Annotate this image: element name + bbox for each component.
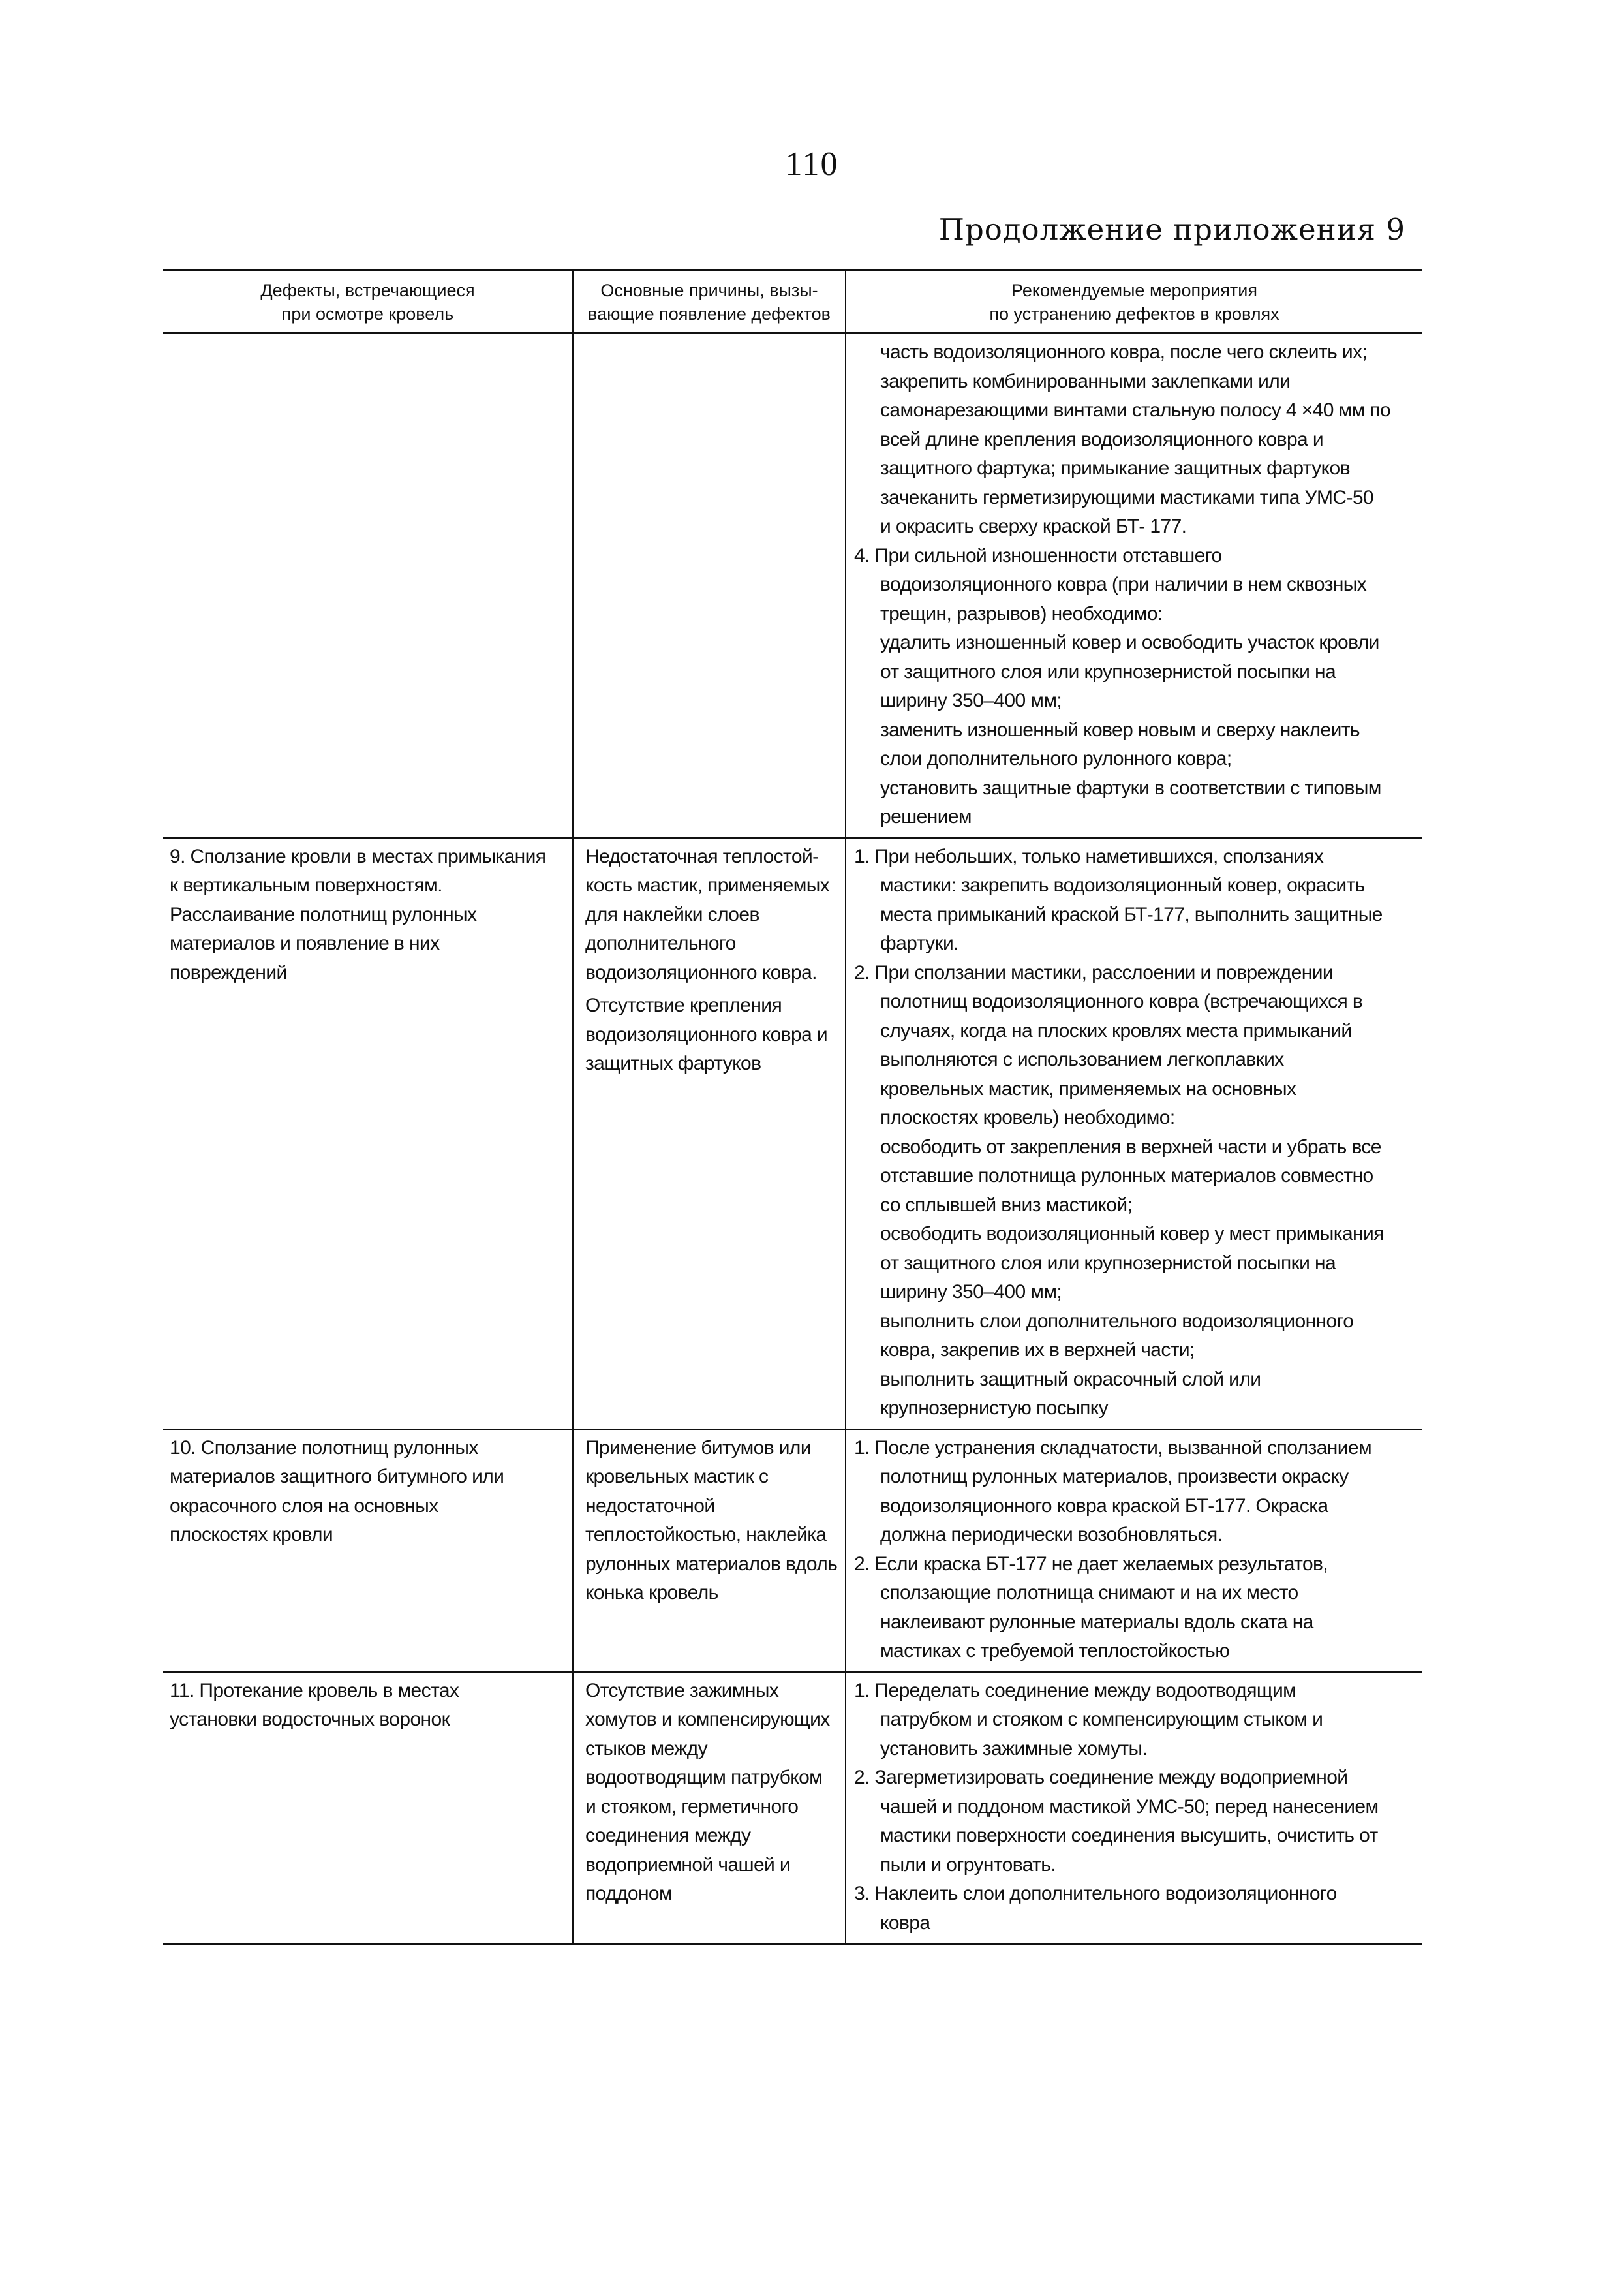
measure-line: мастиках с требуемой теплостойкостью xyxy=(880,1640,1230,1662)
defect-cell xyxy=(163,1672,573,1944)
measure-line: водоизоляционного ковра (при наличии в нем сквозных xyxy=(880,574,1367,595)
header-line: по устранению дефектов в кровлях xyxy=(989,304,1279,324)
measure-item xyxy=(854,1677,1416,1764)
measure-line: полотнищ рулонных материалов, произвести окраску xyxy=(880,1466,1349,1487)
measure-line: ковра xyxy=(880,1912,930,1934)
measure-line: от защитного слоя или крупнозернистой посыпки на xyxy=(880,660,1336,683)
cause-line: поддоном xyxy=(585,1883,673,1904)
measure-line: удалить изношенный ковер и освободить участок кровли xyxy=(880,632,1379,653)
measure-line: решением xyxy=(880,806,972,828)
measure-item xyxy=(854,1550,1416,1666)
cause-line: рулонных материалов вдоль xyxy=(585,1553,838,1575)
measure-line: чашей и поддоном мастикой УМС-50; перед нанесением xyxy=(880,1795,1379,1818)
defect-text xyxy=(170,1434,566,1550)
defect-line: материалов защитного битумного или xyxy=(170,1466,504,1487)
measure-line: закрепить комбинированными заклепками или xyxy=(880,370,1291,392)
page-number: 110 xyxy=(785,146,839,183)
defect-line: повреждений xyxy=(170,961,287,983)
measure-line: установить защитные фартуки в соответствии с типовым xyxy=(880,777,1381,799)
measure-line: со сплывшей вниз мастикой; xyxy=(880,1194,1133,1216)
measure-line: фартуки. xyxy=(880,933,958,954)
table-row xyxy=(163,1429,1422,1672)
defect-cell xyxy=(163,1429,573,1672)
cause-paragraph xyxy=(585,1677,838,1909)
measure-item xyxy=(854,959,1416,1423)
measure-item xyxy=(854,542,1416,832)
cause-line: водоизоляционного ковра. xyxy=(585,961,817,983)
defect-cell xyxy=(163,838,573,1429)
measure-line: ковра, закрепив их в верхней части; xyxy=(880,1339,1195,1361)
header-line: при осмотре кровель xyxy=(281,304,454,324)
cause-line: Недостаточная теплостой- xyxy=(585,845,819,867)
cause-line: дополнительного xyxy=(585,933,736,954)
defect-line: Расслаивание полотнищ рулонных xyxy=(170,903,477,925)
measure-line: часть водоизоляционного ковра, после чего склеить их; xyxy=(880,341,1368,363)
measure-line: 1. После устранения складчатости, вызванной сползанием xyxy=(854,1436,1372,1459)
cause-line: Отсутствие зажимных xyxy=(585,1679,779,1701)
measure-item xyxy=(854,1763,1416,1880)
table-header-row xyxy=(163,270,1422,333)
measure-line: водоизоляционного ковра краской БТ-177. Окраска xyxy=(880,1494,1328,1517)
cause-line: защитных фартуков xyxy=(585,1053,761,1074)
cause-line: Применение битумов или xyxy=(585,1436,811,1459)
cause-line: соединения между xyxy=(585,1825,751,1846)
cause-paragraph xyxy=(585,991,838,1079)
measure-line: 1. При небольших, только наметившихся, сползаниях xyxy=(854,845,1324,867)
measure-item xyxy=(854,1880,1416,1938)
header-defects xyxy=(163,270,573,333)
defect-line: плоскостях кровли xyxy=(170,1524,333,1545)
measure-line: 2. Если краска БТ-177 не дает желаемых результатов, xyxy=(854,1553,1328,1575)
measure-line: 1. Переделать соединение между водоотводящим xyxy=(854,1679,1296,1701)
cause-line: водоотводящим патрубком xyxy=(585,1767,823,1788)
cause-line: кровельных мастик с xyxy=(585,1466,769,1487)
cause-line: водоизоляционного ковра и xyxy=(585,1023,828,1045)
measure-line: сползающие полотнища снимают и на их место xyxy=(880,1582,1298,1603)
header-line: Рекомендуемые мероприятия xyxy=(1011,281,1257,300)
cause-line: Отсутствие крепления xyxy=(585,995,782,1016)
measure-line: 3. Наклеить слои дополнительного водоизоляционного xyxy=(854,1883,1337,1904)
cause-line: водоприемной чашей и xyxy=(585,1853,791,1876)
causes-cell xyxy=(573,333,846,838)
measure-line: отставшие полотнища рулонных материалов совместно xyxy=(880,1165,1373,1186)
measure-item xyxy=(854,843,1416,959)
defect-text xyxy=(170,1677,566,1735)
measure-line: места примыканий краской БТ-177, выполнить защитные xyxy=(880,903,1383,925)
table-row xyxy=(163,838,1422,1429)
measure-line: крупнозернистую посыпку xyxy=(880,1397,1109,1419)
measure-line: 2. При сползании мастики, расслоении и повреждении xyxy=(854,961,1334,983)
measure-line: выполняются с использованием легкоплавких xyxy=(880,1049,1284,1070)
measure-line: освободить от закрепления в верхней части и убрать все xyxy=(880,1136,1381,1158)
causes-cell xyxy=(573,1672,846,1944)
defect-line: 10. Сползание полотнищ рулонных xyxy=(170,1436,478,1459)
measure-line: 2. Загерметизировать соединение между водоприемной xyxy=(854,1767,1348,1788)
measure-line: всей длине крепления водоизоляционного ковра и xyxy=(880,428,1324,450)
measure-item xyxy=(854,338,1416,542)
measure-line: защитного фартука; примыкание защитных фартуков xyxy=(880,457,1350,479)
measure-line: ширину 350–400 мм; xyxy=(880,690,1062,711)
measures-cell xyxy=(846,1429,1422,1672)
measure-line: заменить изношенный ковер новым и сверху наклеить xyxy=(880,719,1360,741)
cause-paragraph xyxy=(585,843,838,988)
measure-line: 4. При сильной изношенности отставшего xyxy=(854,544,1222,566)
measure-line: зачеканить герметизирующими мастиками типа УМС-50 xyxy=(880,486,1374,508)
measures-cell xyxy=(846,1672,1422,1944)
measure-line: полотнищ водоизоляционного ковра (встречающихся в xyxy=(880,991,1363,1012)
measure-line: наклеивают рулонные материалы вдоль ската на xyxy=(880,1611,1313,1633)
defect-line: 11. Протекание кровель в местах xyxy=(170,1679,459,1701)
cause-line: конька кровель xyxy=(585,1582,718,1603)
cause-line: кость мастик, применяемых xyxy=(585,875,830,896)
measure-line: патрубком и стояком с компенсирующим стыком и xyxy=(880,1709,1323,1730)
header-line: Дефекты, встречающиеся xyxy=(260,281,475,300)
measure-line: освободить водоизоляционный ковер у мест примыкания xyxy=(880,1223,1384,1245)
table-row xyxy=(163,333,1422,838)
measure-line: мастики: закрепить водоизоляционный ковер, окрасить xyxy=(880,875,1365,896)
measure-line: пыли и огрунтовать. xyxy=(880,1853,1056,1876)
defects-table xyxy=(163,269,1422,1945)
cause-line: стыков между xyxy=(585,1737,708,1759)
causes-cell xyxy=(573,838,846,1429)
measure-line: плоскостях кровель) необходимо: xyxy=(880,1107,1175,1128)
defect-line: к вертикальным поверхностям. xyxy=(170,875,442,896)
defect-line: установки водосточных воронок xyxy=(170,1709,450,1730)
cause-line: теплостойкостью, наклейка xyxy=(585,1524,827,1545)
measure-line: выполнить слои дополнительного водоизоляционного xyxy=(880,1310,1354,1332)
measure-item xyxy=(854,1434,1416,1550)
header-measures xyxy=(846,270,1422,333)
measure-line: трещин, разрывов) необходимо: xyxy=(880,602,1163,625)
measure-line: выполнить защитный окрасочный слой или xyxy=(880,1368,1261,1390)
measure-line: самонарезающими винтами стальную полосу 4 ×40 мм по xyxy=(880,399,1391,421)
measure-line: кровельных мастик, применяемых на основных xyxy=(880,1077,1296,1100)
measures-cell xyxy=(846,838,1422,1429)
cause-line: хомутов и компенсирующих xyxy=(585,1709,830,1730)
cause-line: и стояком, герметичного xyxy=(585,1795,799,1818)
measures-cell xyxy=(846,333,1422,838)
header-line: вающие появление дефектов xyxy=(588,304,831,324)
measure-line: от защитного слоя или крупнозернистой посыпки на xyxy=(880,1252,1336,1274)
defect-text xyxy=(170,843,566,988)
causes-cell xyxy=(573,1429,846,1672)
measure-line: ширину 350–400 мм; xyxy=(880,1281,1062,1303)
measure-line: случаях, когда на плоских кровлях места примыканий xyxy=(880,1019,1352,1042)
table-row xyxy=(163,1672,1422,1944)
measure-line: слои дополнительного рулонного ковра; xyxy=(880,748,1232,769)
measure-line: и окрасить сверху краской БТ- 177. xyxy=(880,516,1187,537)
measure-line: установить зажимные хомуты. xyxy=(880,1737,1148,1759)
defect-line: окрасочного слоя на основных xyxy=(170,1494,438,1517)
cause-line: для наклейки слоев xyxy=(585,903,759,925)
cause-paragraph xyxy=(585,1434,838,1608)
header-line: Основные причины, вызы- xyxy=(600,281,818,300)
cause-line: недостаточной xyxy=(585,1494,715,1517)
header-causes xyxy=(573,270,846,333)
measure-line: мастики поверхности соединения высушить, очистить от xyxy=(880,1825,1378,1846)
defect-cell xyxy=(163,333,573,838)
continuation-title: Продолжение приложения 9 xyxy=(938,212,1405,247)
measure-line: должна периодически возобновляться. xyxy=(880,1524,1223,1545)
defect-line: 9. Сползание кровли в местах примыкания xyxy=(170,845,546,867)
defect-line: материалов и появление в них xyxy=(170,933,440,954)
